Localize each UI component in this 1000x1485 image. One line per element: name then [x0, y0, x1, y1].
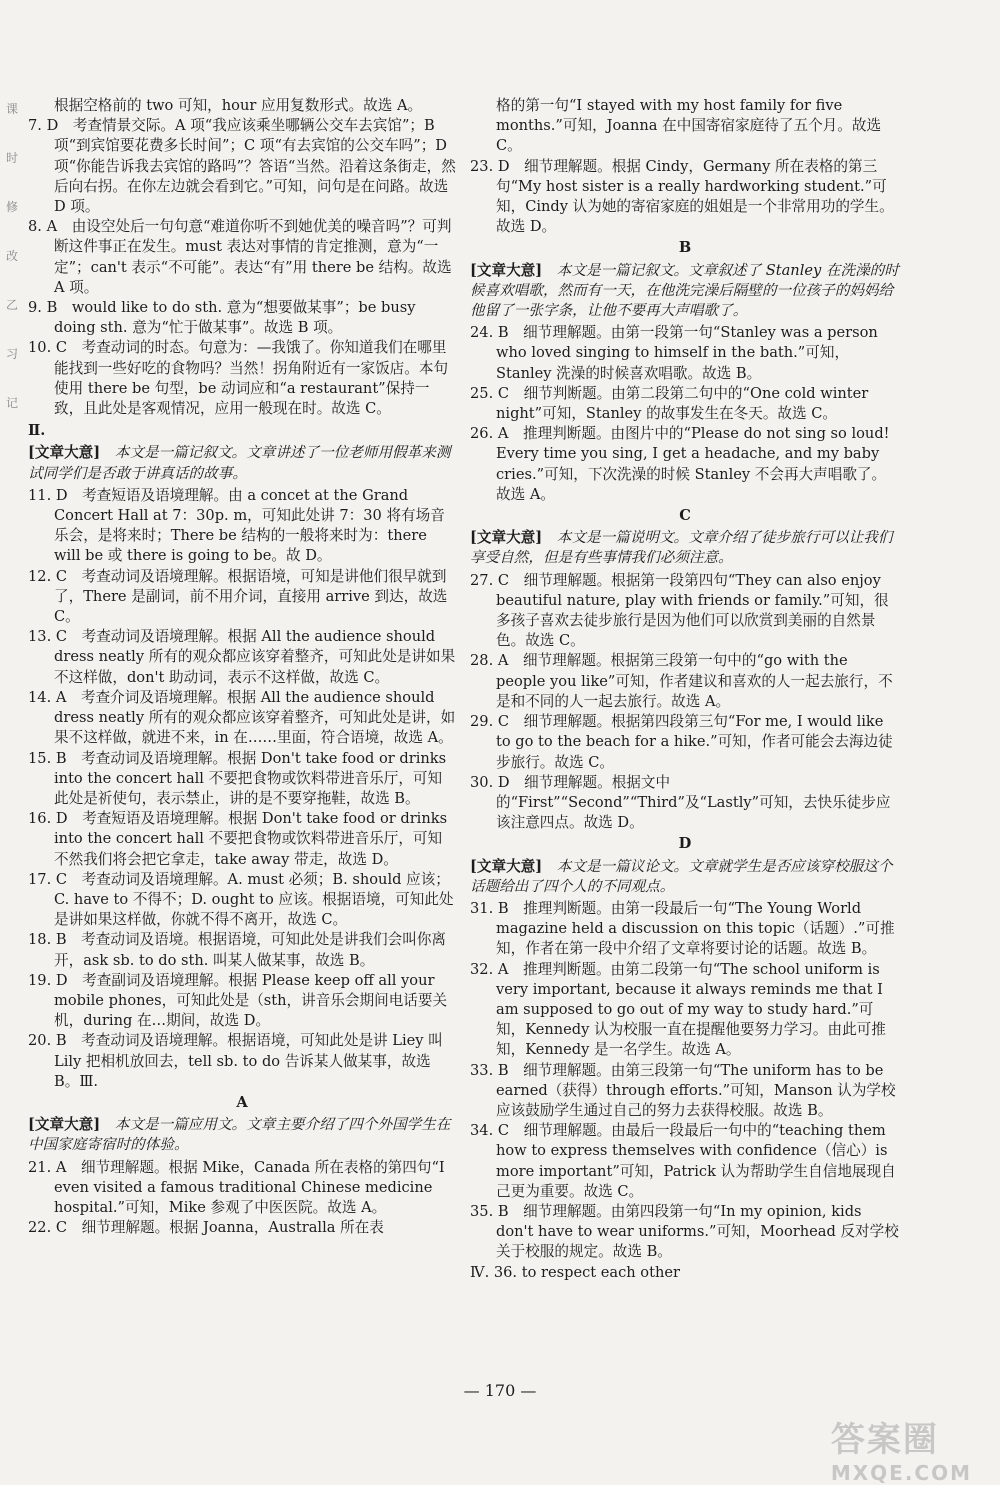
summary-text: 本文是一篇记叙文。文章讲述了一位老师用假革来测试同学们是否敢于讲真话的故事。: [28, 444, 451, 482]
answer-continuation: 格的第一句“I stayed with my host family for five months.”可知，Joanna 在中国寄宿家庭待了五个月。故选 C。: [496, 97, 882, 155]
answer-item: 34. C 细节理解题。由最后一段最后一句中的“teaching them how to express themselves with confidence（信心）is more important”可知，Patrick 认为帮助学生自信地展现自己更为重要。故选 C。: [470, 1122, 896, 1200]
answer-item: 32. A 推理判断题。由第二段第一句“The school uniform is very important, because it always reminds me that I am supposed to go out of my way to study hard.”可知，Kennedy 认为校服一直在提醒他要努力学习。由此可推知，Kennedy 是一名学生。故选 A。: [470, 960, 886, 1059]
watermark-url: MXQE.COM: [830, 1461, 972, 1485]
article-summary: [28, 1115, 456, 1155]
article-summary: [470, 857, 900, 897]
answer-item: 30. D 细节理解题。根据文中的“First”“Second”“Third”及“Lastly”可知，去快乐徒步应该注意四点。故选 D。: [470, 773, 891, 832]
answer-item: 19. D 考查副词及语境理解。根据 Please keep off all your mobile phones，可知此处是（sth，讲音乐会期间电话要关机，during 在…期间，故选 D。: [28, 971, 448, 1030]
answer-item: 16. D 考查短语及语境理解。根据 Don't take food or drinks into the concert hall 不要把食物或饮料带进音乐厅，可知不然我们将会把它拿走，take away 带走，故选 D。: [28, 810, 448, 868]
answer-item: 21. A 细节理解题。根据 Mike，Canada 所在表格的第四句“I even visited a famous traditional Chinese medicine hospital.”可知，Mike 参观了中医医院。故选 A。: [28, 1158, 445, 1216]
watermark-text: 答案圈: [830, 1420, 939, 1460]
summary-text: 本文是一篇议论文。文章就学生是否应该穿校服这个话题给出了四个人的不同观点。: [470, 857, 893, 895]
article-summary: [470, 261, 900, 322]
left-column: [28, 96, 456, 1238]
answer-item: 13. C 考查动词及语境理解。根据 All the audience should dress neatly 所有的观众都应该穿着整齐，可知此处是讲如果不这样做，don't 助动词，表示不这样做，故选 C。: [28, 628, 456, 686]
passage-heading: A: [236, 1093, 248, 1111]
binding-margin: 课 时 修 改 乙 习 记: [6, 102, 19, 410]
answer-item: Ⅳ. 36. to respect each other: [470, 1263, 680, 1281]
article-summary: [28, 443, 456, 483]
answer-item: 20. B 考查动词及语境理解。根据语境，可知此处是讲 Liey 叫 Lily 把相机放回去，tell sb. to do 告诉某人做某事，故选 B。Ⅲ.: [28, 1032, 443, 1090]
answer-item: 28. A 细节理解题。根据第三段第一句中的“go with the people you like”可知，作者建议和喜欢的人一起去旅行，不是和不同的人一起去旅行。故选 A。: [470, 652, 893, 710]
article-summary: [470, 528, 900, 568]
answer-item: 25. C 细节判断题。由第二段第二句中的“One cold winter night”可知，Stanley 的故事发生在冬天。故选 C。: [470, 384, 869, 423]
answer-item: 17. C 考查动词及语境理解。A. must 必须；B. should 应该；C. have to 不得不；D. ought to 应该。根据语境，可知此处是讲如果这样做，你就不得不离开，故选 C。: [28, 870, 454, 929]
summary-tag: [文章大意]: [470, 261, 543, 279]
answer-item: 27. C 细节理解题。根据第一段第四句“They can also enjoy beautiful nature, play with friends or family.”可知，很多孩子喜欢去徒步旅行是因为他们可以欣赏到美丽的自然景色。故选 C。: [470, 571, 889, 650]
summary-tag: [文章大意]: [28, 1116, 101, 1134]
summary-tag: [文章大意]: [28, 444, 101, 462]
section-heading: Ⅱ.: [28, 422, 46, 440]
summary-text: 本文是一篇说明文。文章介绍了徒步旅行可以让我们享受自然，但是有些事情我们必须注意。: [470, 529, 893, 567]
passage-heading: D: [678, 835, 692, 853]
page-number: — 170 —: [463, 1381, 537, 1400]
watermark-logo: [831, 1412, 972, 1485]
answer-item: 15. B 考查动词及语境理解。根据 Don't take food or drinks into the concert hall 不要把食物或饮料带进音乐厅，可知此处是祈使句，表示禁止，讲的是不要穿拖鞋，故选 B。: [28, 749, 447, 807]
answer-item: 24. B 细节理解题。由第一段第一句“Stanley was a person who loved singing to himself in the bath.”可知，Stanley 洗澡的时候喜欢唱歌。故选 B。: [470, 324, 878, 382]
right-column: [470, 96, 900, 1283]
answer-item: 33. B 细节理解题。由第三段第一句“The uniform has to be earned（获得）through efforts.”可知，Manson 认为学校应该鼓励学生通过自己的努力去获得校服。故选 B。: [470, 1061, 896, 1119]
answer-continuation: 根据空格前的 two 可知，hour 应用复数形式。故选 A。: [54, 97, 423, 114]
answer-item: 14. A 考查介词及语境理解。根据 All the audience should dress neatly 所有的观众都应该穿着整齐，可知此处是讲，如果不这样做，就进不来，in 在……里面，符合语境，故选 A。: [28, 688, 456, 747]
answer-item: 18. B 考查动词及语境。根据语境，可知此处是讲我们会叫你离开，ask sb. to do sth. 叫某人做某事，故选 B。: [28, 931, 447, 969]
answer-item: 7. D 考查情景交际。A 项“我应该乘坐哪辆公交车去宾馆”；B 项“到宾馆要花费多长时间”；C 项“有去宾馆的公交车吗”；D 项“你能告诉我去宾馆的路吗”？答语“当然。沿着这条街走，然后向右拐。在你左边就会看到它。”可知，问句是在问路。故选 D 项。: [28, 117, 456, 216]
answer-item: 11. D 考查短语及语境理解。由 a concet at the Grand Concert Hall at 7：30p. m，可知此处讲 7：30 将有场音乐会，是将来时；There be 结构的一般将来时为：there will be 或 there is going to be。故 D。: [28, 486, 445, 565]
summary-text: 本文是一篇应用文。文章主要介绍了四个外国学生在中国家庭寄宿时的体验。: [28, 1116, 451, 1154]
passage-heading: C: [679, 507, 691, 525]
passage-heading: B: [678, 239, 692, 257]
summary-tag: [文章大意]: [470, 529, 543, 547]
answer-item: 31. B 推理判断题。由第一段最后一句“The Young World magazine held a discussion on this topic（话题）.”可推知，作者在第一段中介绍了文章将要讨论的话题。故选 B。: [470, 899, 895, 958]
answer-item: 22. C 细节理解题。根据 Joanna，Australla 所在表: [28, 1219, 384, 1237]
answer-item: 9. B would like to do sth. 意为“想要做某事”；be busy doing sth. 意为“忙于做某事”。故选 B 项。: [28, 299, 416, 337]
answer-item: 29. C 细节理解题。根据第四段第三句“For me, I would like to go to the beach for a hike.”可知，作者可能会去海边徒步旅行。故选 C。: [470, 713, 893, 771]
summary-tag: [文章大意]: [470, 857, 543, 875]
summary-text: 本文是一篇记叙文。文章叙述了 Stanley 在洗澡的时候喜欢唱歌，然而有一天，在他洗完澡后隔壁的一位孩子的妈妈给他留了一张字条，让他不要再大声唱歌了。: [470, 261, 899, 320]
answer-item: 10. C 考查动词的时态。句意为：—我饿了。你知道我们在哪里能找到一些好吃的食物吗？当然！拐角附近有一家饭店。本句使用 there be 句型，be 动词应和“a restaurant”保持一致，且此处是客观情况，应用一般现在时。故选 C。: [28, 339, 449, 418]
answer-item: 8. A 由设空处后一句句意“难道你听不到她优美的噪音吗”？可判断这件事正在发生。must 表达对事情的肯定推测，意为“一定”；can't 表示“不可能”。表达“有”用 there be 结构。故选 A 项。: [28, 218, 452, 296]
answer-item: 12. C 考查动词及语境理解。根据语境，可知是讲他们很早就到了，There 是副词，前不用介词，直接用 arrive 到达，故选 C。: [28, 567, 448, 626]
answer-item: 23. D 细节理解题。根据 Cindy，Germany 所在表格的第三句“My host sister is a really hardworking student.”可知，Cindy 认为她的寄宿家庭的姐姐是一个非常用功的学生。故选 D。: [470, 157, 894, 236]
answer-item: 26. A 推理判断题。由图片中的“Please do not sing so loud! Every time you sing, I get a headache, and my baby cries.”可知，下次洗澡的时候 Stanley 不会再大声唱歌了。故选 A。: [470, 425, 890, 503]
answer-item: 35. B 细节理解题。由第四段第一句“In my opinion, kids don't have to wear uniforms.”可知，Moorhead 反对学校关于校服的规定。故选 B。: [470, 1202, 899, 1261]
